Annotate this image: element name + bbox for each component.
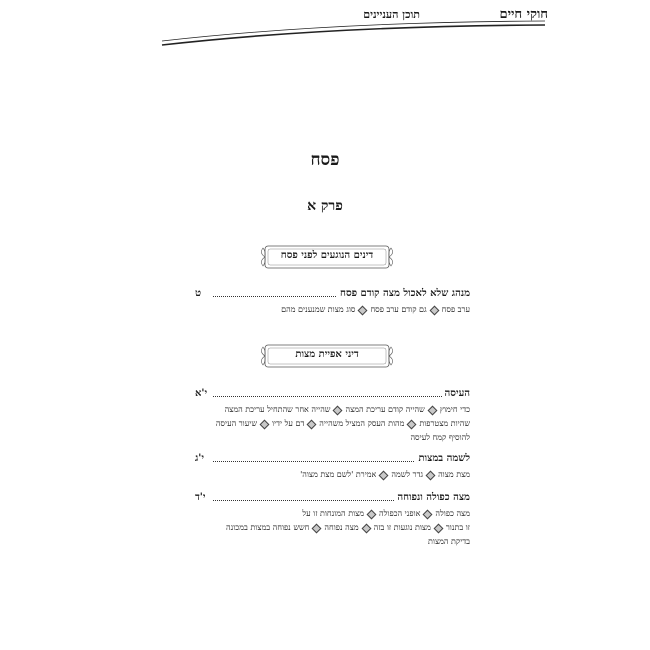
- subtopic: חשש נפוחה במצות במכונה: [226, 523, 310, 532]
- subtopic: אופני הכפולה: [379, 509, 421, 518]
- diamond-bullet-icon: [379, 470, 389, 480]
- diamond-bullet-icon: [433, 523, 443, 533]
- subtopic: מצות המונחות זו על: [302, 509, 365, 518]
- subtopic: מצה נפוחה: [324, 523, 359, 532]
- entry-name: מנהג שלא לאכול מצה קודם פסח: [337, 288, 470, 299]
- diamond-bullet-icon: [361, 523, 371, 533]
- dot-leader: [213, 396, 470, 397]
- subtopic: גדר לשמה: [391, 470, 424, 479]
- subtopic-line: [195, 418, 470, 430]
- page-number: י'ד: [195, 492, 206, 503]
- section-box-label: דינים הנוגעים לפני פסח: [280, 250, 374, 261]
- subtopic-line: [195, 432, 470, 444]
- diamond-bullet-icon: [407, 419, 417, 429]
- toc-entry[interactable]: [195, 453, 470, 481]
- entry-heading-row: [195, 388, 470, 402]
- main-title: פסח: [310, 150, 340, 170]
- diamond-bullet-icon: [427, 405, 437, 415]
- subtopic: כדי חימוץ: [439, 405, 470, 414]
- entry-heading-row: [195, 492, 470, 506]
- diamond-bullet-icon: [312, 523, 322, 533]
- page-number: י'א: [195, 388, 208, 399]
- subtopic: שהיות מצטרפות: [419, 419, 470, 428]
- chapter-title: פרק א: [307, 198, 343, 214]
- section-box-before-pesach: [257, 243, 397, 271]
- subtopic-line: [195, 304, 470, 316]
- entry-heading-row: [195, 453, 470, 467]
- subtopic: שהייה אחר שהתחיל עריכת המצה: [224, 405, 331, 414]
- entry-name: מצה כפולה ונפוחה: [394, 492, 470, 503]
- subtopic: מהות העסק המציל משהייה: [319, 419, 405, 428]
- subtopic: בדיקת המצות: [428, 537, 470, 546]
- subtopic-line: [195, 508, 470, 520]
- toc-entry[interactable]: [195, 388, 470, 444]
- diamond-bullet-icon: [260, 419, 270, 429]
- subtopic: להוסיף קמח לעיסה: [410, 433, 470, 442]
- subtopic-line: [195, 469, 470, 481]
- subtopic-line: [195, 536, 470, 548]
- diamond-bullet-icon: [307, 419, 317, 429]
- subtopic-line: [195, 522, 470, 534]
- diamond-bullet-icon: [333, 405, 343, 415]
- subtopic: גם קודם ערב פסח: [370, 305, 427, 314]
- page-number: ט: [195, 288, 202, 299]
- subtopic-line: [195, 404, 470, 416]
- section-box-label: דיני אפיית מצות: [295, 349, 359, 360]
- page-number: י'ג: [195, 453, 204, 464]
- section-box-matzah-baking: [257, 342, 397, 370]
- diamond-bullet-icon: [429, 305, 439, 315]
- diamond-bullet-icon: [367, 509, 377, 519]
- diamond-bullet-icon: [423, 509, 433, 519]
- book-title: חוקי חיים: [499, 7, 548, 22]
- subtopic: שהייה קודם עריכת המצה: [345, 405, 425, 414]
- diamond-bullet-icon: [358, 305, 368, 315]
- subtopic: מצות נוגעות זו בזה: [373, 523, 431, 532]
- section-title: תוכן העניינים: [363, 8, 420, 21]
- entry-name: העיסה: [442, 388, 470, 399]
- subtopic: מצה כפולה: [435, 509, 470, 518]
- subtopic: שיעור העיסה: [215, 419, 257, 428]
- subtopic: אמירת 'לשם מצת מצוה': [300, 470, 377, 479]
- toc-entry[interactable]: [195, 288, 470, 316]
- subtopic: דם על ידיו: [272, 419, 305, 428]
- subtopic: זו בתנור: [445, 523, 470, 532]
- entry-heading-row: [195, 288, 470, 302]
- header-rule: [0, 0, 650, 50]
- toc-entry[interactable]: [195, 492, 470, 548]
- subtopic: מצת מצוה: [438, 470, 470, 479]
- entry-name: לשמה במצות: [415, 453, 470, 464]
- diamond-bullet-icon: [426, 470, 436, 480]
- subtopic: סוג מצות שמנענים מהם: [281, 305, 356, 314]
- subtopic: ערב פסח: [441, 305, 470, 314]
